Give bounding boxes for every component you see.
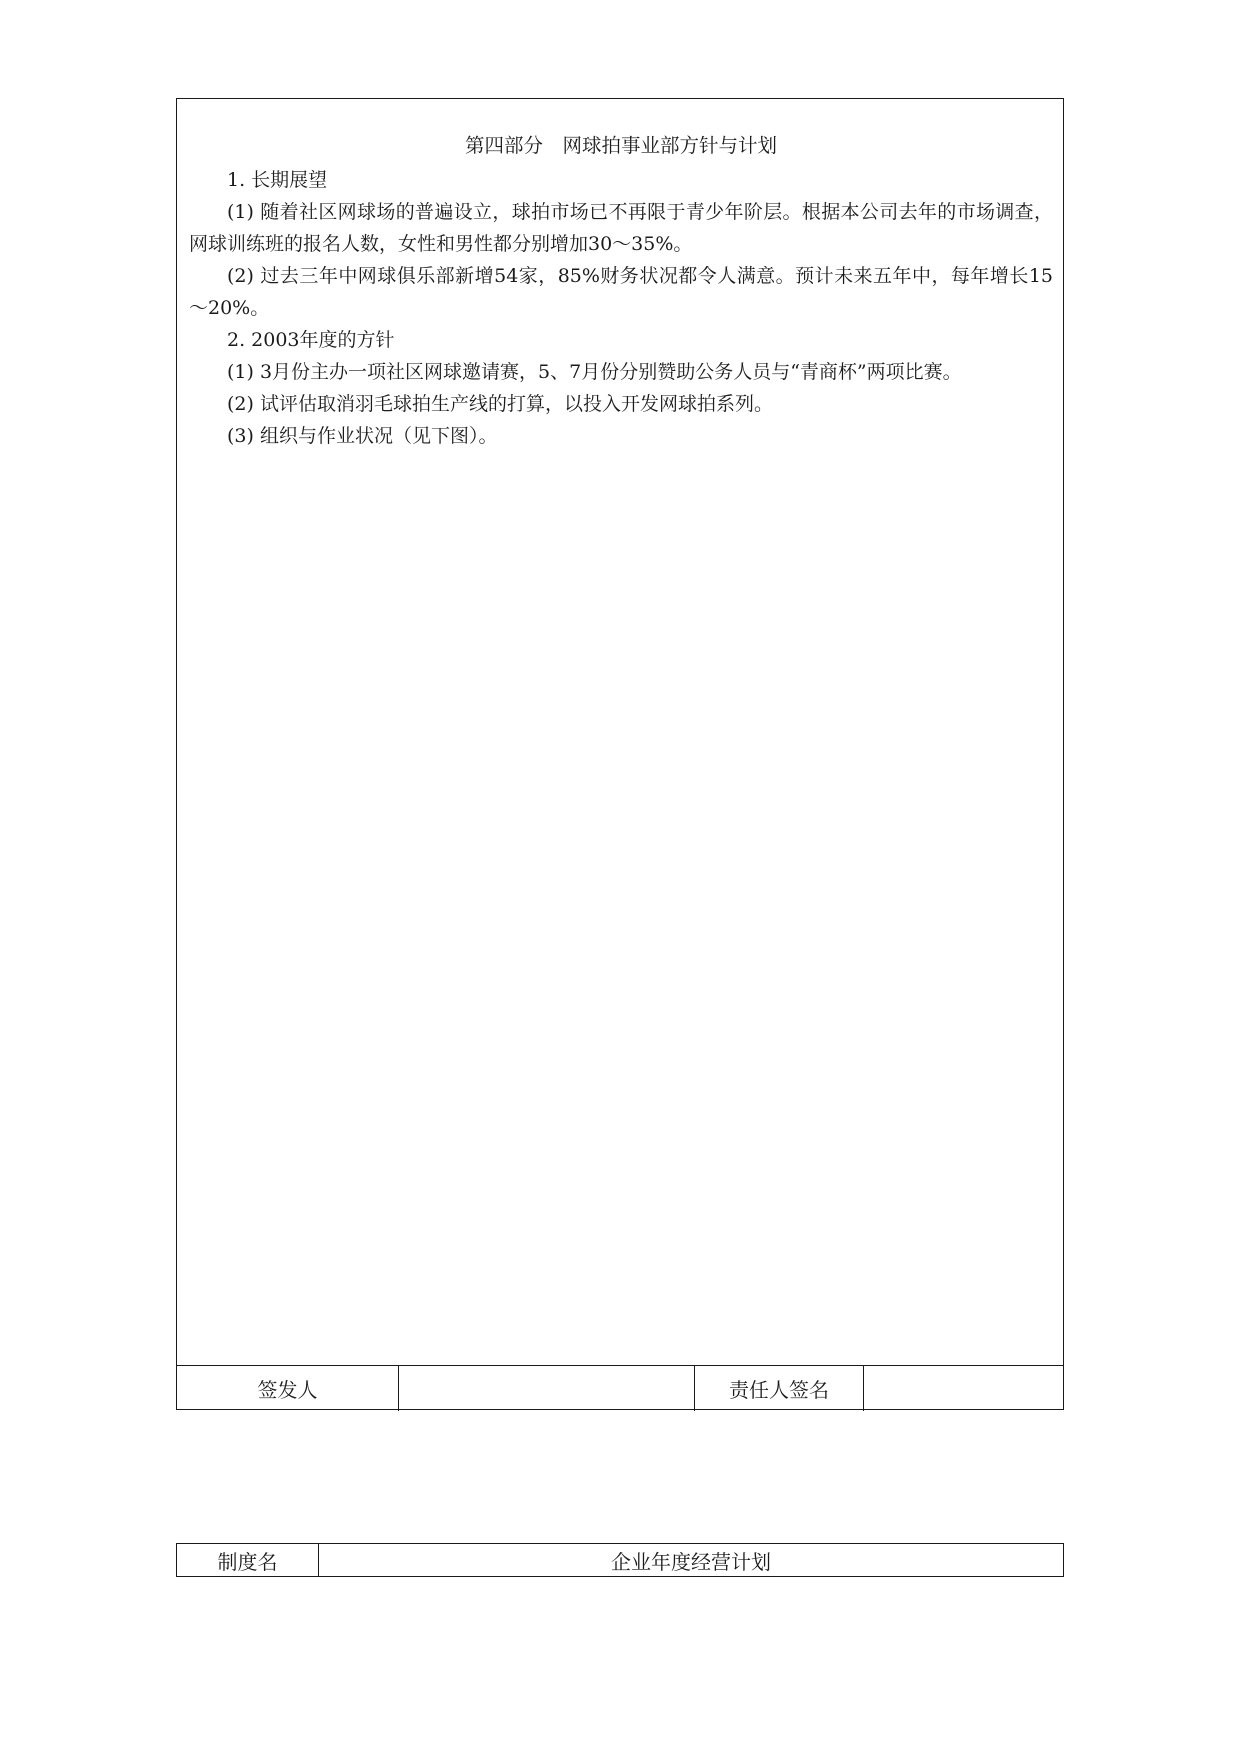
policy-item-1: (1) 3月份主办一项社区网球邀请赛，5、7月份分别赞助公务人员与“青商杯”两项比赛。 [227,361,962,383]
content-area [177,99,1063,1366]
section-title: 第四部分 网球拍事业部方针与计划 [464,134,777,157]
paragraph-item-1: (1) 随着社区网球场的普遍设立，球拍市场已不再限于青少年阶层。根据本公司去年的市场调查，网球训练班的报名人数，女性和男性都分别增加30～35%。 [189,201,1053,255]
responsible-signature-field[interactable] [864,1366,1063,1411]
heading-long-term-outlook: 1. 长期展望 [227,169,328,191]
regulation-name-label: 制度名 [177,1544,319,1576]
signature-row [177,1365,1063,1411]
document-frame [176,98,1064,1410]
issuer-label: 签发人 [177,1366,399,1411]
footer-table [176,1543,1064,1577]
paragraph-item-2: (2) 过去三年中网球俱乐部新增54家，85%财务状况都令人满意。预计未来五年中，每年增长15～20%。 [189,265,1053,319]
policy-item-2: (2) 试评估取消羽毛球拍生产线的打算，以投入开发网球拍系列。 [227,393,773,415]
issuer-signature-field[interactable] [399,1366,695,1411]
regulation-name-value: 企业年度经营计划 [611,1549,771,1574]
responsible-label: 责任人签名 [695,1366,864,1411]
policy-item-3: (3) 组织与作业状况（见下图）。 [227,425,498,447]
heading-2003-policy: 2. 2003年度的方针 [227,329,395,351]
